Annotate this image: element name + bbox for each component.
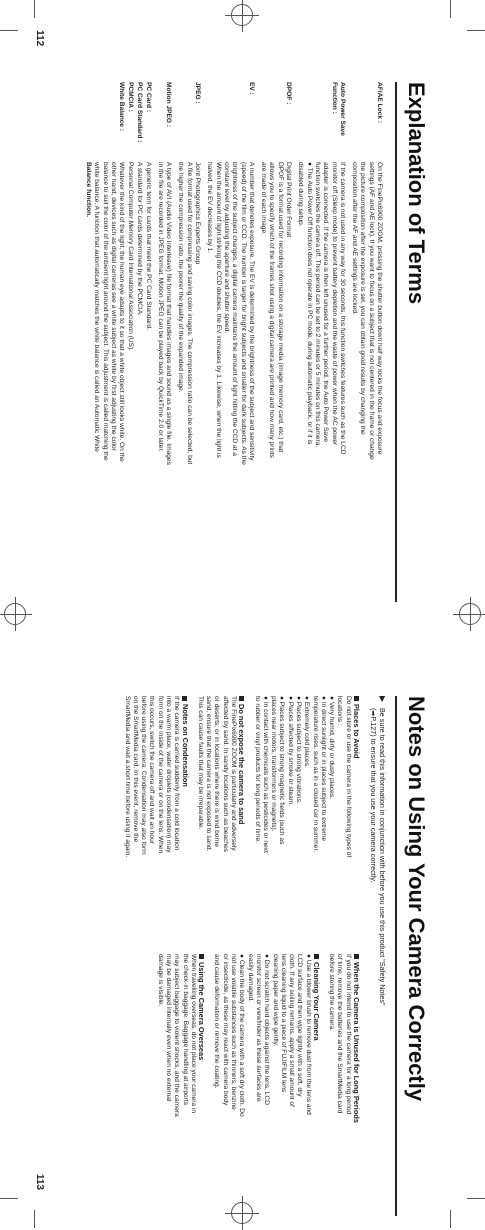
definition-line: balance to suit the color of the ambient light around the subject. This adjustment is called matching the bbox=[101, 162, 109, 461]
definition-line: Whatever the kind of the light, the human eye adapts to it so that a white object still looks white. On the bbox=[118, 162, 126, 462]
term-name: DPOF : bbox=[285, 82, 293, 105]
term-definition bbox=[143, 162, 151, 602]
title-rule bbox=[395, 82, 397, 602]
section-line: the check-in baggage. Baggage handling at airports bbox=[181, 954, 189, 1106]
definition-line: settings (AF and AE lock). If you want to focus on a subject that is not centered in the frame or change bbox=[367, 162, 375, 460]
definition-line: Joint Photographics Experts Group bbox=[194, 162, 202, 265]
definition-line: allows you to specify which of the frames shot using a digital camera are printed and how many prints bbox=[268, 162, 276, 458]
section-line: cloth. If any soiling remains, apply a small amount of bbox=[288, 954, 296, 1107]
term-definition bbox=[176, 162, 201, 602]
term-row bbox=[296, 82, 346, 602]
term-definition bbox=[296, 162, 346, 602]
term-name: JPEG : bbox=[194, 82, 202, 104]
section-line: damage is visible. bbox=[156, 954, 164, 1007]
definition-line: are made of each image. bbox=[260, 162, 268, 235]
page-explanation-of-terms bbox=[0, 0, 485, 614]
term-definition bbox=[259, 162, 292, 602]
term-name: Motion JPEG : bbox=[165, 82, 173, 128]
definition-line: A type of AVI (Audio Video Interleave) file format that handles images and sound as a single file. Images bbox=[165, 162, 173, 465]
section-heading-text: When the Camera is Unused for Long Periods bbox=[352, 962, 361, 1123]
section-line: ● Extremely cold places. bbox=[303, 696, 311, 768]
intro-line: (➡P.127) to ensure that you use your camera correctly. bbox=[369, 708, 378, 883]
definition-line: other hand, devices such as digital cameras see a white subject as white by first adjusting the color bbox=[109, 162, 117, 451]
term-definition bbox=[156, 162, 173, 602]
term-row bbox=[126, 82, 134, 602]
term-row bbox=[176, 82, 201, 602]
section-line: temperature rises, such as in a closed car in summer. bbox=[311, 696, 319, 853]
section-line: this occurs, switch the camera off and wait an hour bbox=[148, 696, 156, 844]
term-definition bbox=[84, 162, 125, 602]
section-line: Do not store or use the camera in the following types of bbox=[344, 696, 352, 858]
term-row bbox=[134, 82, 142, 602]
term-row bbox=[205, 82, 255, 602]
section-heading bbox=[237, 696, 246, 938]
section-heading-text: Places to Avoid bbox=[352, 704, 361, 759]
section-heading bbox=[312, 954, 321, 1196]
notes-columns bbox=[116, 696, 361, 1196]
term-name: PCMCIA : bbox=[126, 82, 134, 112]
triangle-bullet-icon: ▶ bbox=[378, 696, 387, 703]
term-row bbox=[156, 82, 173, 602]
term-name: AF/AE Lock : bbox=[376, 82, 383, 124]
section-heading-text: Cleaning Your Camera bbox=[311, 962, 321, 1041]
section-line: on the SmartMedia card. In this event, remove the bbox=[131, 696, 139, 843]
definition-line: constant level by adjusting the aperture and shutter speed. bbox=[222, 162, 230, 334]
intro-text bbox=[369, 708, 387, 1006]
title-rule bbox=[395, 696, 397, 1216]
term-name: Auto Power Save Function : bbox=[330, 82, 346, 136]
definition-line: brightness of the subject changes, a digital camera maintains the amount of light hitting the CCD at a bbox=[231, 162, 239, 456]
terms-list bbox=[80, 82, 383, 602]
page-title: Explanation of Terms bbox=[404, 82, 429, 305]
notes-section bbox=[212, 954, 321, 1196]
definition-line: On the FinePix6900 ZOOM, pressing the shutter button down half way locks the focus and exposure bbox=[376, 162, 383, 455]
term-definition bbox=[126, 162, 134, 602]
section-line: before using the camera. Condensation may also form bbox=[140, 696, 148, 855]
section-line: places near motors, transformers or magnets). bbox=[270, 696, 278, 832]
section-heading bbox=[352, 954, 361, 1196]
section-line: This can cause faults that may be irreparable. bbox=[196, 696, 204, 830]
definition-line: halved, the EV decreases by 1. bbox=[206, 162, 214, 254]
definition-line: monitor off (Sleep mode) to prevent battery depletion and the waste of power when the AC power bbox=[330, 162, 338, 446]
section-line: ● In direct sunlight or in places subject to extreme bbox=[319, 696, 327, 842]
term-row bbox=[143, 82, 151, 602]
square-bullet-icon bbox=[314, 954, 319, 959]
term-row bbox=[84, 82, 125, 602]
square-bullet-icon bbox=[199, 954, 204, 959]
definition-line: DPOF is a format used for recording information on a storage media (image memory card, etc.) that bbox=[276, 162, 284, 453]
section-line: ● Places affected by smoke or steam. bbox=[286, 696, 294, 807]
section-heading-text: Do not expose the camera to sand bbox=[237, 704, 247, 825]
section-line: ● Use a blower brush to remove dust from the lens and bbox=[304, 954, 312, 1115]
section-line: and cause deformation or remove the coating. bbox=[213, 954, 221, 1089]
intro-paragraph bbox=[369, 696, 387, 1196]
term-name: PC Card Standard : bbox=[135, 82, 143, 143]
definition-line: white balance. A function that automatically matches the white balance is called an Automatic White bbox=[93, 162, 101, 452]
term-row bbox=[350, 82, 383, 602]
section-heading bbox=[197, 954, 206, 1196]
section-line: If you do not intend to use the camera for a long period bbox=[344, 954, 352, 1115]
section-line: ● In contact with chemicals such as pesticides or next bbox=[261, 696, 269, 853]
notes-column-left bbox=[116, 696, 361, 938]
page-title: Notes on Using Your Camera Correctly bbox=[404, 696, 429, 1102]
section-line: not use volatile substances such as thinners, benzine bbox=[230, 954, 238, 1110]
definition-line: the higher the compression ratio, the poorer the quality of the expanded image. bbox=[177, 162, 185, 393]
section-heading bbox=[352, 696, 361, 938]
definition-line: A standard for PC cards determined by the PCMCIA. bbox=[135, 162, 143, 316]
notes-section bbox=[155, 954, 206, 1196]
section-line: before storing the camera. bbox=[328, 954, 336, 1031]
section-line: or deserts, or in locations where there is wind borne bbox=[213, 696, 221, 847]
section-heading bbox=[180, 696, 189, 938]
section-line: affected by sand. In sandy locations such as beaches bbox=[221, 696, 229, 853]
definition-line: Balance function. bbox=[85, 162, 92, 217]
section-heading-text: Using the Camera Overseas bbox=[197, 962, 207, 1061]
definition-line: in the file are recorded in JPEG format. Motion JPEG can be played back by QuickTime 2.0 or later. bbox=[156, 162, 164, 453]
definition-line: adapter is connected. If the camera is then left unused for a further period, the Auto Power Save bbox=[322, 162, 330, 443]
definition-line: the picture composition after the exposure is set, you can obtain good results by changing the bbox=[359, 162, 367, 435]
section-line: monitor screen or viewfinder as these surfaces are bbox=[254, 954, 262, 1102]
section-line: SmartMedia and wait a short time before using it again. bbox=[123, 696, 131, 858]
section-line: may be damaged internally even when no external bbox=[165, 954, 173, 1102]
term-definition bbox=[350, 162, 383, 602]
page-number: 113 bbox=[34, 1173, 45, 1190]
section-line: ● Very humid, dirty or dusty places. bbox=[328, 696, 336, 799]
notes-column-right bbox=[116, 954, 361, 1196]
section-line: ● Places subject to strong magnetic fields (such as bbox=[278, 696, 286, 845]
section-heading-text: Notes on Condensation bbox=[180, 704, 190, 787]
section-line: to rubber or vinyl products for long periods of time. bbox=[253, 696, 261, 843]
page-notes-on-camera bbox=[0, 614, 485, 1228]
definition-line: A generic term for cards that meet the PC Card Standard. bbox=[144, 162, 152, 330]
section-line: into a warm place, water droplets (condensation) may bbox=[165, 696, 173, 853]
section-line: lens cleaning liquid to a piece of FUJIFILM lens bbox=[279, 954, 287, 1093]
definition-line: Personal Computer Memory Card International Association (US). bbox=[126, 162, 134, 352]
section-line: LCD surface and then wipe lightly with a soft, dry bbox=[296, 954, 304, 1097]
square-bullet-icon bbox=[239, 696, 244, 701]
notes-section bbox=[252, 696, 361, 938]
term-name: EV : bbox=[247, 82, 255, 95]
section-line: When travelling overseas, do not place your camera in bbox=[189, 954, 197, 1114]
square-bullet-icon bbox=[354, 954, 359, 959]
definition-line: When the amount of light striking the CCD doubles, the EV increases by 1. Likewise, when the light is bbox=[214, 162, 222, 458]
page-number: 112 bbox=[34, 30, 45, 47]
square-bullet-icon bbox=[182, 696, 187, 701]
definition-line: composition after the AF and AE settings are locked. bbox=[351, 162, 359, 315]
term-row bbox=[259, 82, 292, 602]
notes-section bbox=[196, 696, 247, 938]
section-line: or insecticide, as these may react with camera body bbox=[221, 954, 229, 1106]
definition-line: ● The Auto Power Off function does not operate in PC mode, during automatic playback, or if it is bbox=[305, 162, 313, 445]
notes-section bbox=[327, 954, 361, 1196]
intro-line: Be sure to read this information in conjunction with before you use this product "Safety Notes" bbox=[378, 708, 387, 1006]
section-line: cleaning paper and wipe gently. bbox=[271, 954, 279, 1047]
term-definition bbox=[205, 162, 255, 602]
definition-line: disabled during setup. bbox=[297, 162, 305, 227]
section-line: ● Clean the body of the camera with a soft dry cloth. Do bbox=[238, 954, 246, 1117]
definition-line: A file format used for compressing and saving color images. The compression ratio can be selected, but bbox=[185, 162, 193, 465]
section-line: ● Places subject to strong vibrations. bbox=[295, 696, 303, 804]
section-line: If the camera is carried suddenly from a cold location bbox=[173, 696, 181, 851]
square-bullet-icon bbox=[354, 696, 359, 701]
section-line: sand, ensure that the camera is not exposed to sand. bbox=[205, 696, 213, 852]
section-line: The FinePix6900 ZOOM is particularly and adversely bbox=[230, 696, 238, 851]
term-name: PC Card : bbox=[144, 82, 152, 113]
section-line: may subject baggage to violent shocks, and the camera bbox=[173, 954, 181, 1117]
section-line: locations : bbox=[336, 696, 344, 726]
notes-section bbox=[122, 696, 189, 938]
definition-line: (speed) of the film or CCD. The number is larger for bright subjects and smaller for dark subjects. As the bbox=[239, 162, 247, 465]
section-line: form on the inside of the camera or on the lens. When bbox=[156, 696, 164, 854]
definition-line: Digital Print Order Format bbox=[285, 162, 293, 238]
section-line: of time, remove the batteries and the SmartMedia card bbox=[336, 954, 344, 1114]
section-line: ● Do not scratch hard objects against the lens, LCD bbox=[263, 954, 271, 1105]
definition-line: If the camera is not used in any way for 30 seconds, this function switches features such as the LCD bbox=[338, 162, 346, 455]
section-line: easily damaged. bbox=[246, 954, 254, 1003]
definition-line: function switches the camera off. This period can be set to 2 minutes or 5 minutes on this camera. bbox=[313, 162, 321, 448]
term-definition bbox=[134, 162, 142, 602]
definition-line: A number that denotes exposure. The EV is determined by the brightness of the subject and sensitivity bbox=[247, 162, 255, 461]
term-name: White Balance : bbox=[118, 82, 126, 132]
